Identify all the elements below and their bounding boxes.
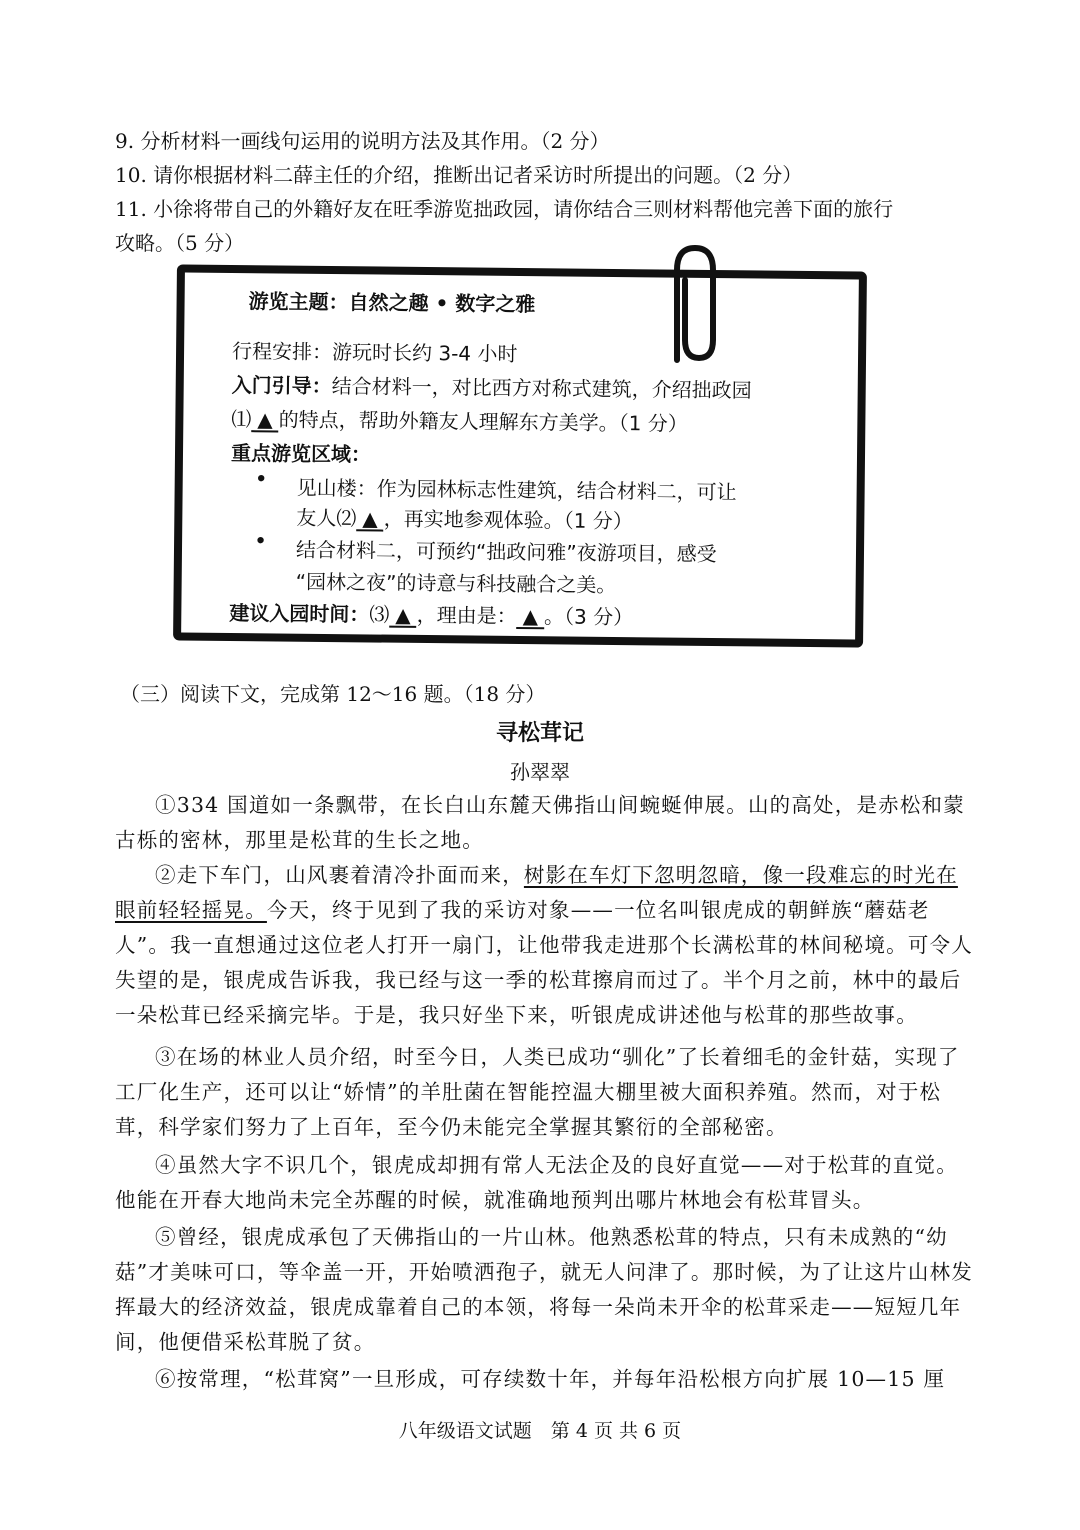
paragraph-3: ③在场的林业人员介绍，时至今日，人类已成功“驯化”了长着细毛的金针菇，实现了工厂化生产，还可以让“娇情”的羊肚菌在智能控温大棚里被大面积养殖。然而，对于松茸，科学家们努力了上百年，至今仍未能完全掌握其繁衍的全部秘密。 (115, 1045, 960, 1139)
bullet-2: • (253, 529, 268, 555)
paragraph-1: ①334 国道如一条飘带，在长白山东麓天佛指山间蜿蜒伸展。山的高处，是赤松和蒙古栎的密林，那里是松茸的生长之地。 (115, 793, 965, 852)
paperclip-icon (655, 240, 725, 370)
area-item-1-line1: 见山楼：作为园林标志性建筑，结合材料二，可让 (296, 475, 737, 505)
blank-4: ▲ (517, 605, 545, 629)
page-footer: 八年级语文试题 第 4 页 共 6 页 (398, 1420, 682, 1442)
paragraph-2: ②走下车门，山风裹着清冷扑面而来，树影在车灯下忽明忽暗，像一段难忘的时光在眼前轻轻摇晃。今天，终于见到了我的采访对象——一位名叫银虎成的朝鲜族“蘑菇老人”。我一直想通过这位老人打开一扇门，让他带我走进那个长满松茸的林间秘境。可令人失望的是，银虎成告诉我，我已经与这一季的松茸擦肩而过了。半个月之前，林中的最后一朵松茸已经采摘完毕。于是，我只好坐下来，听银虎成讲述他与松茸的那些故事。 (115, 863, 973, 1027)
section-heading: （三）阅读下文，完成第 12～16 题。（18 分） (120, 682, 546, 706)
question-10: 10. 请你根据材料二薛主任的介绍，推断出记者采访时所提出的问题。（2 分） (115, 163, 803, 187)
bullet-1: • (254, 467, 268, 493)
article-title: 寻松茸记 (495, 721, 584, 746)
paragraph-6: ⑥按常理，“松茸窝”一旦形成，可存续数十年，并每年沿松根方向扩展 10—15 厘 (155, 1367, 946, 1391)
question-11: 11. 小徐将带自己的外籍好友在旺季游览拙政园，请你结合三则材料帮他完善下面的旅行 (115, 197, 894, 221)
guide-schedule: 行程安排：游玩时长约 3-4 小时 (231, 338, 518, 366)
time-prefix: ⑶ (369, 602, 390, 627)
guide-theme: 游览主题：自然之趣 • 数字之雅 (248, 289, 536, 317)
guide-area-label: 重点游览区域： (230, 440, 372, 467)
entry-text: 结合材料一，对比西方对称式建筑，介绍拙政园 (331, 374, 752, 403)
item1-post: ，再实地参观体验。（1 分） (383, 506, 633, 534)
blank-1-number: ⑴ (231, 406, 252, 432)
entry-label: 入门引导： (231, 372, 332, 399)
time-label: 建议入园时间： (229, 600, 370, 627)
guide-entry-line2 (231, 403, 688, 437)
paragraph-4: ④虽然大字不识几个，银虎成却拥有常人无法企及的良好直觉——对于松茸的直觉。他能在开春大地尚未完全苏醒的时候，就准确地预判出哪片林地会有松茸冒头。 (115, 1153, 958, 1212)
item1-pre: 友人⑵ (296, 505, 357, 531)
guide-entry (232, 369, 752, 403)
blank-3: ▲ (389, 604, 417, 628)
underlined-sentence: 树影在车灯下忽明忽暗，像一段难忘的时光在眼前轻轻摇晃。 (115, 863, 958, 922)
travel-guide-note (173, 264, 867, 647)
blank-1: ▲ (251, 408, 279, 432)
article-author: 孙翠翠 (510, 760, 570, 784)
area-item-1-line2 (296, 502, 633, 535)
blank-2: ▲ (356, 507, 384, 531)
entry-tail: 的特点，帮助外籍友人理解东方美学。（1 分） (278, 407, 688, 436)
time-tail: 。（3 分） (543, 604, 634, 630)
area-item-2-line1: 结合材料二，可预约“拙政问雅”夜游项目，感受 (295, 537, 717, 567)
paragraph-5: ⑤曾经，银虎成承包了天佛指山的一片山林。他熟悉松茸的特点，只有未成熟的“幼菇”才美味可口，等伞盖一开，开始喷洒孢子，就无人问津了。那时候，为了让这片山林发挥最大的经济效益，银虎成靠着自己的本领，将每一朵尚未开伞的松茸采走——短短几年间，他便借采松茸脱了贫。 (115, 1225, 973, 1354)
area-item-2-line2: “园林之夜”的诗意与科技融合之美。 (295, 569, 617, 598)
time-mid: ，理由是： (416, 602, 517, 628)
question-11-continued: 攻略。（5 分） (115, 231, 245, 255)
guide-time (229, 597, 633, 630)
question-9: 9. 分析材料一画线句运用的说明方法及其作用。（2 分） (115, 129, 610, 153)
